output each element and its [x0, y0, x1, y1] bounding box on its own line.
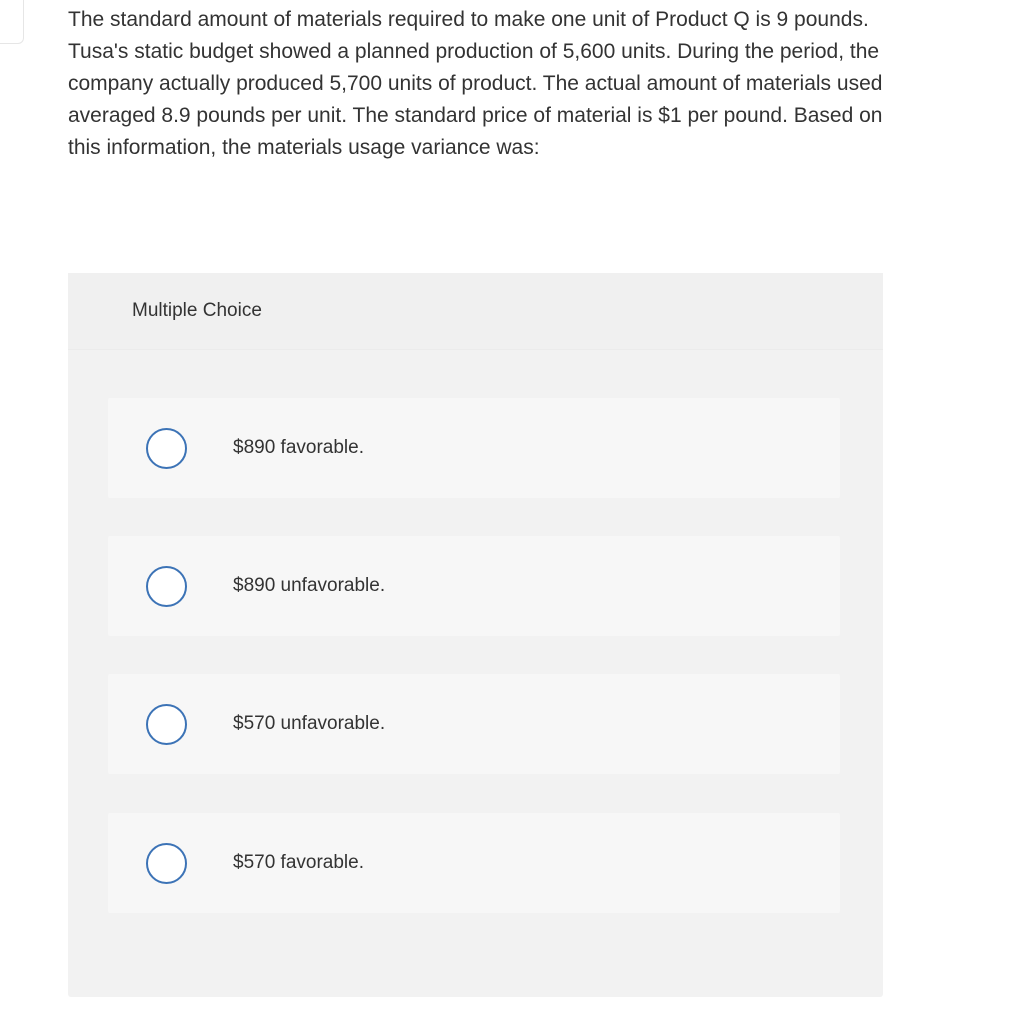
radio-button-icon[interactable]: [146, 843, 187, 884]
answer-option-label: $890 unfavorable.: [233, 575, 386, 596]
answer-option-1[interactable]: [108, 398, 840, 498]
answer-option-2[interactable]: [108, 536, 840, 636]
multiple-choice-panel: [68, 273, 883, 997]
answer-option-label: $570 favorable.: [233, 852, 364, 873]
multiple-choice-header: [68, 273, 883, 350]
answer-option-3[interactable]: [108, 674, 840, 774]
adjacent-card-edge: [0, 0, 24, 44]
answer-option-label: $570 unfavorable.: [233, 713, 386, 734]
radio-button-icon[interactable]: [146, 704, 187, 745]
answer-option-label: $890 favorable.: [233, 437, 364, 458]
radio-button-icon[interactable]: [146, 428, 187, 469]
question-text: The standard amount of materials required to make one unit of Product Q is 9 pounds. Tusa's static budget showed a planned production of 5,600 units. During the period, the company actually produced 5,700 units of product. The actual amount of materials used averaged 8.9 pounds per unit. The standard price of material is $1 per pound. Based on this information, the materials usage variance was:: [68, 8, 883, 159]
answer-option-4[interactable]: [108, 813, 840, 913]
radio-button-icon[interactable]: [146, 566, 187, 607]
multiple-choice-title: Multiple Choice: [132, 300, 262, 321]
